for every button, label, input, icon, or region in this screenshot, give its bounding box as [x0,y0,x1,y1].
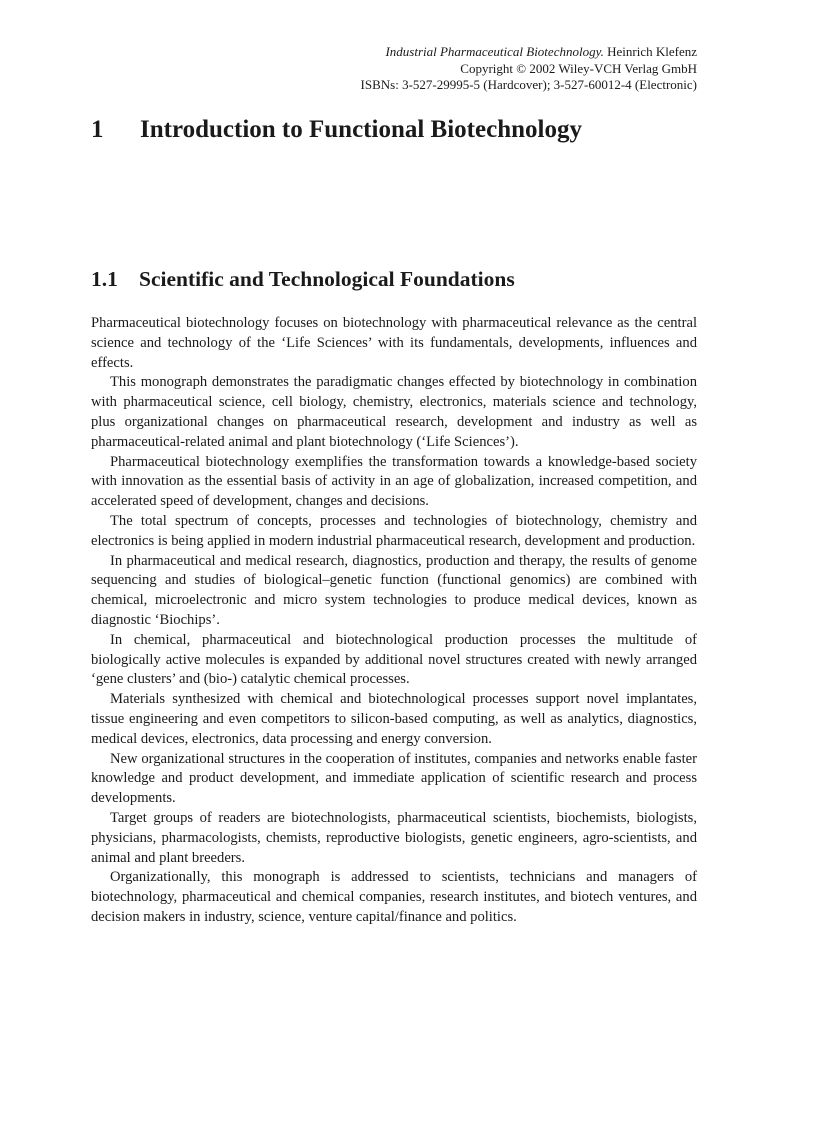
paragraph: Pharmaceutical biotechnology exemplifies the transformation towards a knowledge-based society with innovation as the essential basis of activity in an age of globalization, increased competition, and accelerated speed of development, changes and decisions. [91,453,697,510]
chapter-heading [91,113,582,147]
section-number: 1.1 [91,267,118,291]
paragraph: Organizationally, this monograph is addressed to scientists, technicians and managers of biotechnology, pharmaceutical and chemical companies, research institutes, and biotech ventures, and decision makers in industry, science, venture capital/finance and politics. [91,869,697,925]
paragraph: The total spectrum of concepts, processes and technologies of biotechnology, chemistry and electronics is being applied in modern industrial pharmaceutical research, development and production. [91,512,697,549]
paragraph: In pharmaceutical and medical research, diagnostics, production and therapy, the results of genome sequencing and studies of biological–genetic function (functional genomics) are combined with chemical, microelectronic and micro system technologies to produce medical devices, known as diagnostic ‘Biochips’. [91,552,697,628]
paragraph: Target groups of readers are biotechnologists, pharmaceutical scientists, biochemists, biologists, physicians, pharmacologists, chemists, reproductive biologists, genetic engineers, agro-scientists, and animal and plant breeders. [91,809,697,866]
chapter-title: Introduction to Functional Biotechnology [140,116,582,143]
body-text [91,314,697,928]
paragraph: Materials synthesized with chemical and biotechnological processes support novel implantates, tissue engineering and even competitors to silicon-based computing, as well as analytics, diagnostics, medical devices, electronics, data processing and energy conversion. [91,691,697,747]
paragraph: In chemical, pharmaceutical and biotechnological production processes the multitude of biologically active molecules is expanded by additional novel structures created with newly arranged ‘gene clusters’ and (bio-) catalytic chemical processes. [91,631,697,688]
section-title: Scientific and Technological Foundations [139,267,515,291]
chapter-number: 1 [91,116,104,143]
book-author: Heinrich Klefenz [607,44,697,59]
header-line-book [361,44,697,61]
book-title: Industrial Pharmaceutical Biotechnology. [385,44,604,59]
isbn-line: ISBNs: 3-527-29995-5 (Hardcover); 3-527-60012-4 (Electronic) [360,77,697,92]
copyright-line: Copyright © 2002 Wiley-VCH Verlag GmbH [460,60,697,76]
section-heading [91,264,515,294]
paragraph: This monograph demonstrates the paradigmatic changes effected by biotechnology in combination with pharmaceutical science, cell biology, chemistry, electronics, materials science and technology, plus organizational changes on pharmaceutical research, development and industry as well as pharmaceutical-related animal and plant biotechnology (‘Life Sciences’). [91,374,697,450]
paragraph: Pharmaceutical biotechnology focuses on biotechnology with pharmaceutical relevance as the central science and technology of the ‘Life Sciences’ with its fundamentals, developments, influences and effects. [91,315,697,371]
paragraph: New organizational structures in the cooperation of institutes, companies and networks enable faster knowledge and product development, and immediate application of scientific research and process developments. [91,750,697,807]
copyright-header [361,44,697,94]
